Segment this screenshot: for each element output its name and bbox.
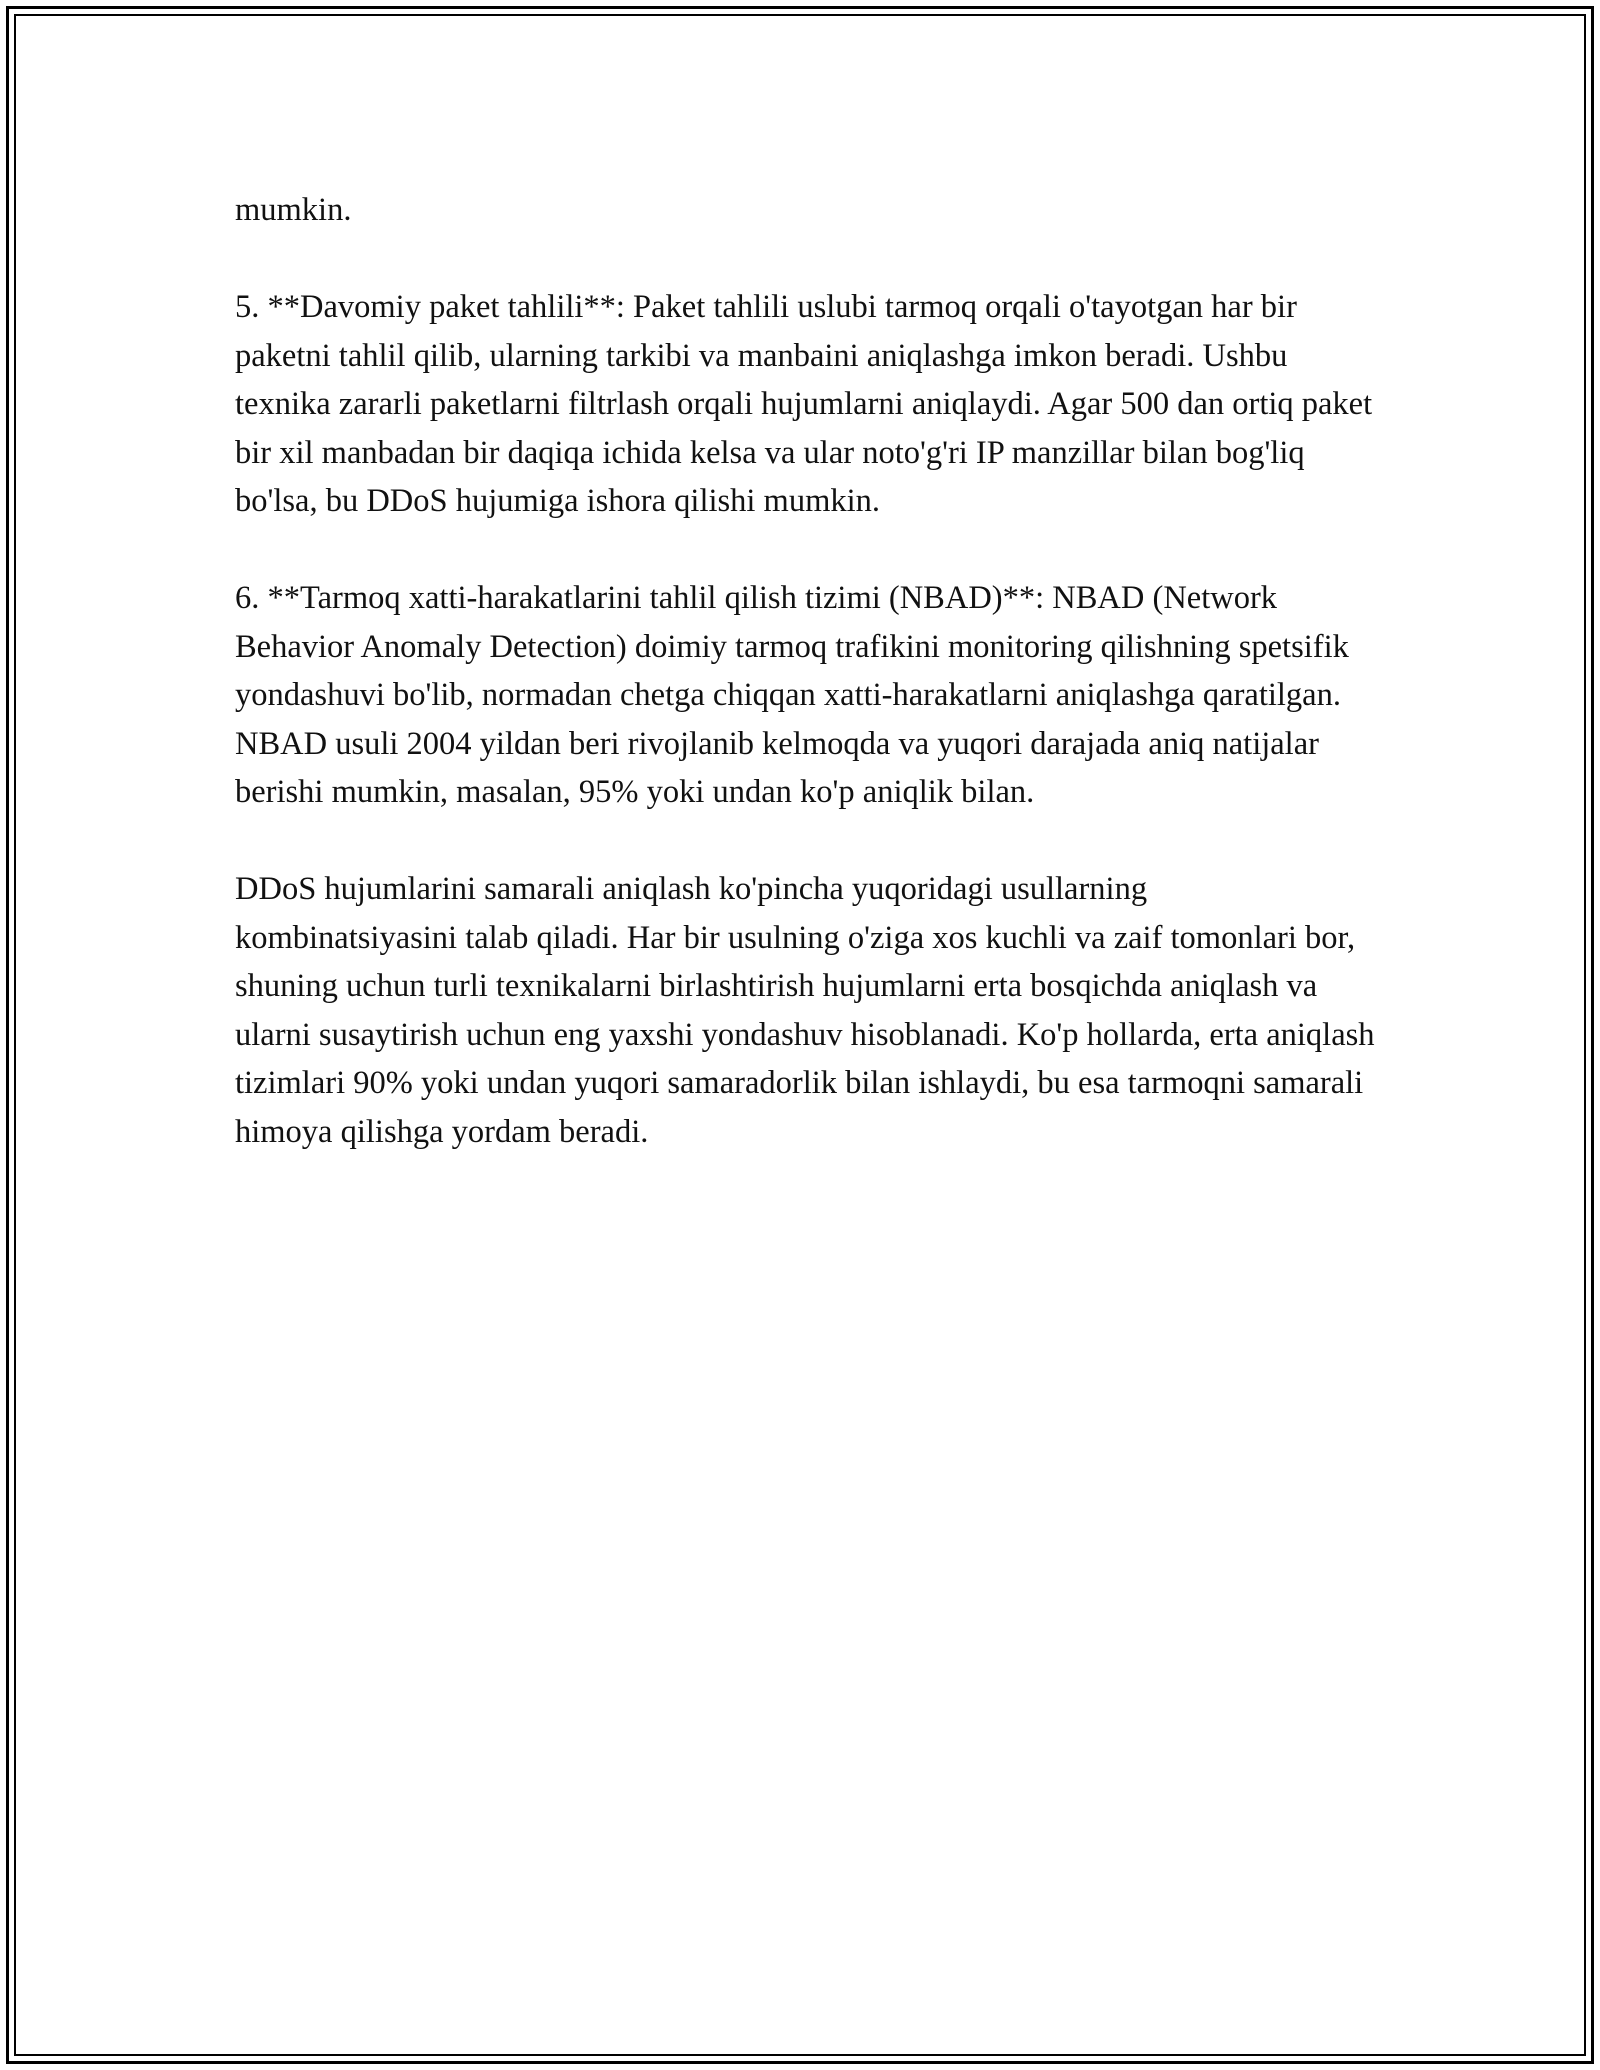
paragraph-packet-analysis: 5. **Davomiy paket tahlili**: Paket tahlili uslubi tarmoq orqali o'tayotgan har bir paketni tahlil qilib, ularning tarkibi va manbaini aniqlashga imkon beradi. Ushbu texnika zararli paketlarni filtrlash orqali hujumlarni aniqlaydi. Agar 500 dan ortiq paket bir xil manbadan bir daqiqa ichida kelsa va ular noto'g'ri IP manzillar bilan bog'liq bo'lsa, bu DDoS hujumiga ishora qilishi mumkin. (235, 289, 1373, 519)
paragraph-conclusion: DDoS hujumlarini samarali aniqlash ko'pincha yuqoridagi usullarning kombinatsiyasini talab qiladi. Har bir usulning o'ziga xos kuchli va zaif tomonlari bor, shuning uchun turli texnikalarni birlashtirish hujumlarni erta bosqichda aniqlash va ularni susaytirish uchun eng yaxshi yondashuv hisoblanadi. Ko'p hollarda, erta aniqlash tizimlari 90% yoki undan yuqori samaradorlik bilan ishlaydi, bu esa tarmoqni samarali himoya qilishga yordam beradi. (235, 871, 1375, 1150)
paragraph-continuation: mumkin. (235, 192, 352, 228)
paragraph-nbad: 6. **Tarmoq xatti-harakatlarini tahlil qilish tizimi (NBAD)**: NBAD (Network Behavior Anomaly Detection) doimiy tarmoq trafikini monitoring qilishning spetsifik yondashuvi bo'lib, normadan chetga chiqqan xatti-harakatlarni aniqlashga qaratilgan. NBAD usuli 2004 yildan beri rivojlanib kelmoqda va yuqori darajada aniq natijalar berishi mumkin, masalan, 95% yoki undan ko'p aniqlik bilan. (235, 580, 1349, 810)
document-body (235, 186, 1375, 1156)
